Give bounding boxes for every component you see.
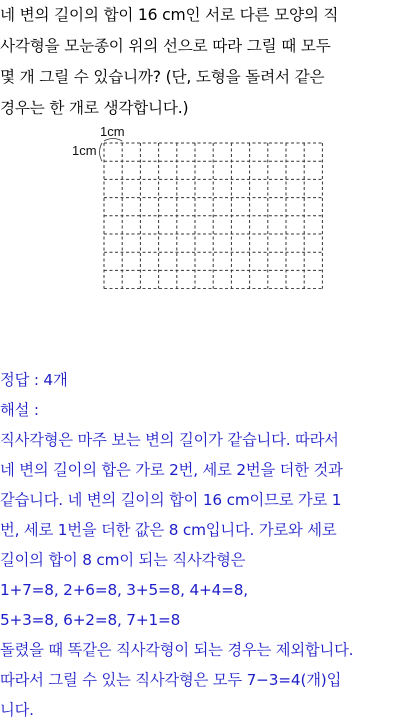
answer-line: 5+3=8, 6+2=8, 7+1=8 xyxy=(0,611,181,629)
grid-unit-top-label: 1cm xyxy=(100,124,125,139)
dashed-grid xyxy=(66,124,336,289)
answer-line: 길이의 합이 8 cm이 되는 직사각형은 xyxy=(0,551,246,569)
answer-line: 직사각형은 마주 보는 변의 길이가 같습니다. 따라서 xyxy=(0,431,339,449)
answer-line: 같습니다. 네 변의 길이의 합이 16 cm이므로 가로 1 xyxy=(0,491,342,509)
question-line: 사각형을 모눈종이 위의 선으로 따라 그릴 때 모두 xyxy=(0,37,331,55)
question-line: 경우는 한 개로 생각합니다.) xyxy=(0,99,189,117)
answer-line: 니다. xyxy=(0,701,34,719)
grid-unit-left-label: 1cm xyxy=(72,143,97,158)
question-line: 네 변의 길이의 합이 16 cm인 서로 다른 모양의 직 xyxy=(0,6,339,24)
grid-paper-figure xyxy=(66,124,336,289)
answer-line: 따라서 그릴 수 있는 직사각형은 모두 7−3=4(개)입 xyxy=(0,671,342,689)
explanation-heading: 해설 : xyxy=(0,401,39,419)
answer-line: 정답 : 4개 xyxy=(0,371,68,389)
unit-brace-left xyxy=(100,143,103,161)
answer-line: 네 변의 길이의 합은 가로 2번, 세로 2번을 더한 것과 xyxy=(0,461,343,479)
answer-line: 돌렸을 때 똑같은 직사각형이 되는 경우는 제외합니다. xyxy=(0,641,354,659)
answer-line: 번, 세로 1번을 더한 값은 8 cm입니다. 가로와 세로 xyxy=(0,521,337,539)
question-line: 몇 개 그릴 수 있습니까? (단, 도형을 돌려서 같은 xyxy=(0,68,325,86)
answer-line: 1+7=8, 2+6=8, 3+5=8, 4+4=8, xyxy=(0,581,248,599)
